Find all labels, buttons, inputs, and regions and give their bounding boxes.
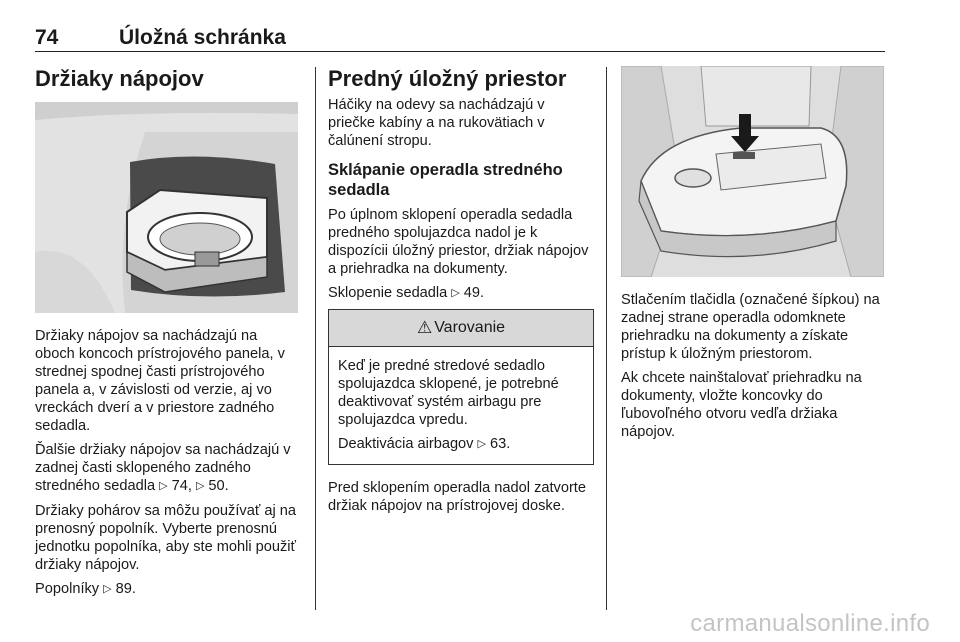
warning-triangle-icon: ⚠ (416, 318, 433, 337)
column-divider-1 (315, 67, 316, 610)
airbag-deactivation-reference: Deaktivácia airbagov ▷ 63. (338, 435, 584, 454)
seatback-paragraph-1: Po úplnom sklopení operadla sedadla predného spolujazdca nadol je k dispozícii úložný priestor, držiak nápojov a priehradka na dokumenty. (328, 207, 589, 277)
cup-holders-text (35, 327, 300, 599)
unlock-paragraph: Stlačením tlačidla (označené šípkou) na zadnej strane operadla odomknete priehradku na dokumenty a získate prístup k úložným priestorom. (621, 292, 880, 362)
page-reference-63[interactable]: ▷ 63. (478, 436, 511, 452)
warning-title: Varovanie (434, 319, 506, 336)
watermark: carmanualsonline.info (690, 610, 930, 637)
left-column (35, 66, 300, 605)
warning-header (329, 310, 593, 347)
subsection-title-seatback: Sklápanie operadla stredného sedadla (328, 161, 563, 199)
cup-holder-illustration (35, 102, 298, 313)
page-reference-74[interactable]: ▷ 74 (159, 478, 188, 494)
warning-body (329, 347, 593, 464)
front-storage-intro: Háčiky na odevy sa nachádzajú v priečke kabíny a na rukovätiach v čalúnení stropu. (328, 97, 545, 149)
warning-box (328, 309, 594, 465)
cup-holder-drawing (35, 102, 298, 313)
cup-holders-paragraph-2: Ďalšie držiaky nápojov sa nachádzajú v zadnej časti sklopeného zadného stredného sedadla ▷ 74, ▷ 50. (35, 441, 300, 496)
section-title-front-storage: Predný úložný priestor (328, 66, 567, 91)
page-number: 74 (35, 26, 59, 49)
page-reference-49[interactable]: ▷ 49. (451, 285, 484, 301)
seatback-paragraph-2: Sklopenie sedadla ▷ 49. (328, 284, 594, 303)
section-title-cup-holders: Držiaky nápojov (35, 66, 204, 91)
warning-text: Keď je predné stredové sedadlo spolujazdca sklopené, je potrebné deaktivovať systém airbagu pre spolujazdca vpredu. (338, 358, 559, 428)
right-column (621, 66, 885, 447)
seatback-drawing (621, 66, 884, 277)
page-reference-50[interactable]: ▷ 50 (196, 478, 225, 494)
seatback-illustration (621, 66, 884, 277)
page-header (35, 26, 885, 50)
ashtrays-reference: Popolníky ▷ 89. (35, 580, 300, 599)
column-divider-2 (606, 67, 607, 610)
page-reference-89[interactable]: ▷ 89. (103, 581, 136, 597)
seatback-paragraph-3: Pred sklopením operadla nadol zatvorte držiak nápojov na prístrojovej doske. (328, 480, 586, 514)
install-paragraph: Ak chcete nainštalovať priehradku na dokumenty, vložte koncovky do ľubovoľného otvoru vedľa držiaka nápojov. (621, 370, 862, 440)
right-column-text (621, 291, 885, 441)
cup-holders-paragraph-3: Držiaky pohárov sa môžu používať aj na prenosný popolník. Vyberte prenosnú jednotku popolníka, aby ste mohli použiť držiaky nápojov. (35, 503, 297, 573)
chapter-title: Úložná schránka (119, 26, 286, 49)
middle-column (328, 66, 594, 521)
cup-holders-paragraph-1: Držiaky nápojov sa nachádzajú na oboch koncoch prístrojového panela, v strednej spodnej časti prístrojového panela a, v závislosti od verzie, aj vo vreckách dverí a v priestore zadného sedadla. (35, 328, 285, 434)
header-rule (35, 51, 885, 52)
